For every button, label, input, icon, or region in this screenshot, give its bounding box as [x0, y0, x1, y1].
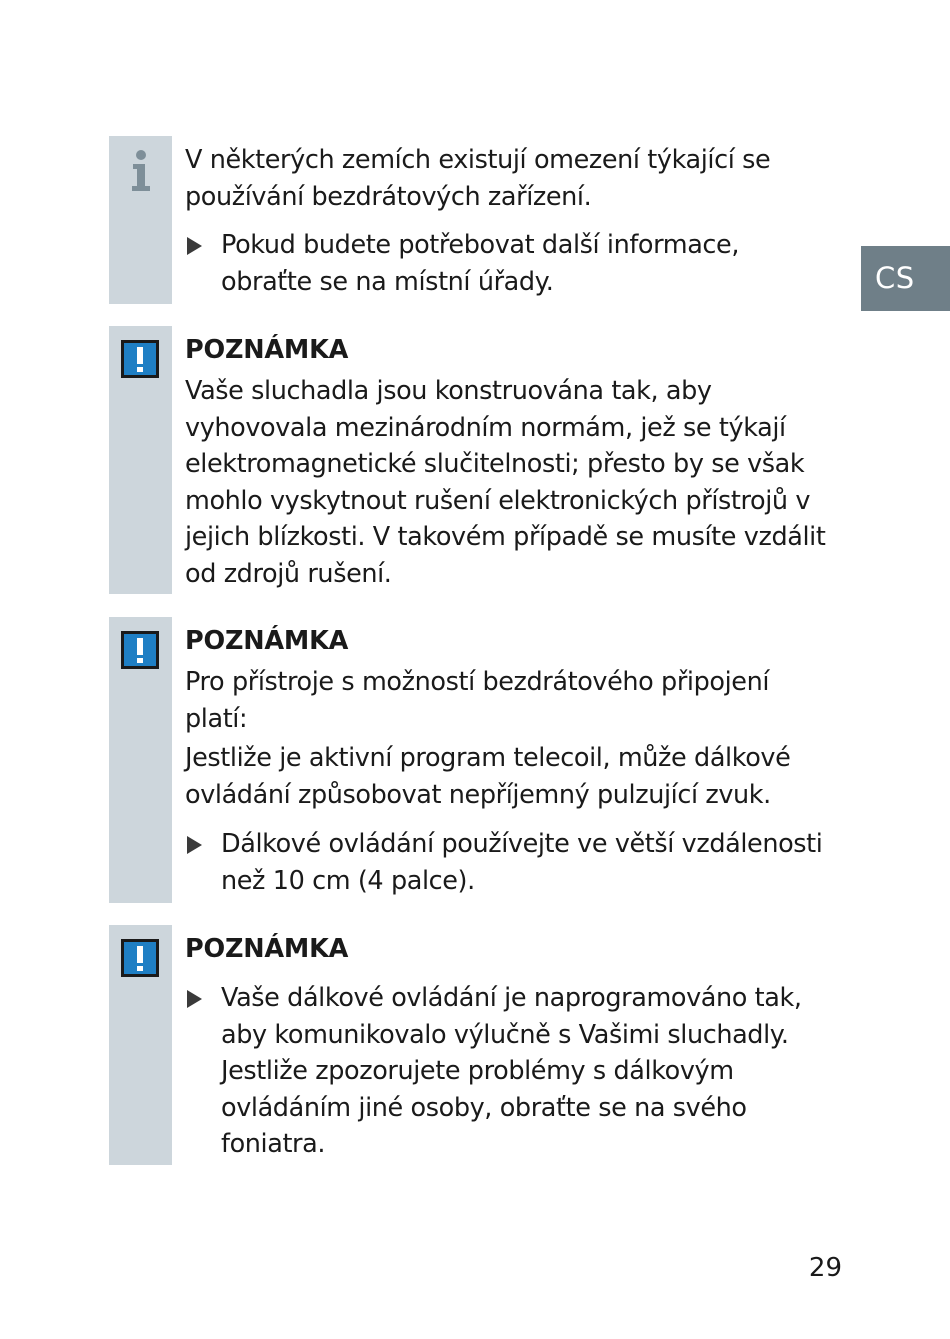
- exclamation-icon: [121, 631, 159, 669]
- warning-note-3: [109, 925, 839, 1165]
- note-bullet: [185, 826, 841, 899]
- page-number: 29: [808, 1253, 842, 1283]
- note-heading: POZNÁMKA: [185, 934, 349, 964]
- warning-bar: [109, 617, 172, 903]
- warning-bar: [109, 925, 172, 1165]
- note-bullet: [185, 980, 811, 1163]
- info-bullet: [185, 227, 781, 300]
- note-bullet-text: Vaše dálkové ovládání je naprogramováno tak, aby komunikovalo výlučně s Vašimi sluchadly. Jestliže zpozorujete problémy s dálkovým ovládáním jiné osoby, obraťte se na svého foniatra.: [221, 983, 802, 1159]
- note-paragraph: Pro přístroje s možností bezdrátového připojení platí:: [185, 667, 770, 734]
- bullet-arrow-icon: [187, 990, 202, 1008]
- warning-bar: [109, 326, 172, 594]
- exclamation-icon: [121, 939, 159, 977]
- note-heading: POZNÁMKA: [185, 335, 349, 365]
- note-heading: POZNÁMKA: [185, 626, 349, 656]
- note-paragraph: Jestliže je aktivní program telecoil, může dálkové ovládání způsobovat nepříjemný pulzující zvuk.: [185, 743, 791, 810]
- info-bar: [109, 136, 172, 304]
- info-bullet-text: Pokud budete potřebovat další informace, obraťte se na místní úřady.: [221, 230, 740, 297]
- info-icon: [130, 150, 152, 192]
- warning-note-2: [109, 617, 839, 903]
- bullet-arrow-icon: [187, 237, 202, 255]
- note-paragraph: Vaše sluchadla jsou konstruována tak, aby vyhovovala mezinárodním normám, jež se týkají elektromagnetické slučitelnosti; přesto by se však mohlo vyskytnout rušení elektronických přístrojů v jejich blízkosti. V takovém případě se musíte vzdálit od zdrojů rušení.: [185, 376, 826, 589]
- language-tab: CS: [861, 246, 950, 311]
- warning-note-1: [109, 326, 839, 594]
- info-paragraph: V některých zemích existují omezení týkající se používání bezdrátových zařízení.: [185, 145, 771, 212]
- note-bullet-text: Dálkové ovládání používejte ve větší vzdálenosti než 10 cm (4 palce).: [221, 829, 823, 896]
- exclamation-icon: [121, 340, 159, 378]
- bullet-arrow-icon: [187, 836, 202, 854]
- info-note: [109, 136, 839, 304]
